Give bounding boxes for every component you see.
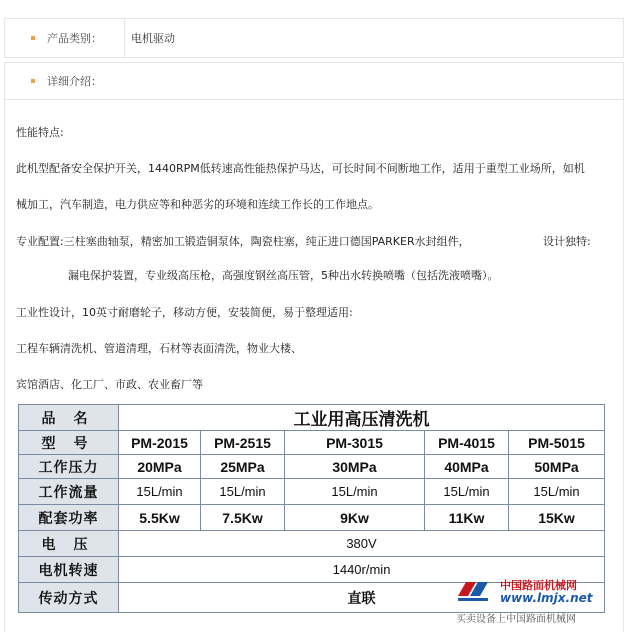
flow-cell: 15L/min — [119, 479, 201, 505]
config-text-line: 专业配置:三柱塞曲轴泵，精密加工锻造铜泵体，陶瓷柱塞，纯正进口德国PARKER水封组件， — [16, 235, 470, 248]
voltage-value: 380V — [119, 531, 605, 557]
config-text-line: 漏电保护装置，专业级高压枪，高强度钢丝高压管，5种出水转换喷嘴（包括洗液喷嘴）。 — [68, 269, 499, 282]
power-cell: 15Kw — [509, 505, 605, 531]
power-cell: 9Kw — [285, 505, 425, 531]
bullet-icon — [31, 36, 35, 40]
watermark-logo-icon — [456, 578, 490, 604]
model-label: 型号 — [19, 431, 119, 455]
motor-speed-value: 1440r/min — [119, 557, 605, 583]
drive-mode-label: 传动方式 — [19, 583, 119, 613]
flow-cell: 15L/min — [285, 479, 425, 505]
pressure-cell: 25MPa — [201, 455, 285, 479]
performance-text-line: 此机型配备安全保护开关，1440RPM低转速高性能热保护马达，可长时间不间断地工作，适用于重型工业场所，如机 — [16, 162, 585, 175]
power-cell: 7.5Kw — [201, 505, 285, 531]
power-label: 配套功率 — [19, 505, 119, 531]
pressure-cell: 30MPa — [285, 455, 425, 479]
model-cell: PM-5015 — [509, 431, 605, 455]
table-row — [19, 479, 605, 505]
table-row — [19, 505, 605, 531]
detail-intro-label: 详细介绍： — [47, 75, 102, 88]
power-cell: 11Kw — [425, 505, 509, 531]
model-cell: PM-4015 — [425, 431, 509, 455]
pressure-cell: 40MPa — [425, 455, 509, 479]
watermark-tagline: 买卖设备上中国路面机械网 — [456, 614, 576, 625]
pressure-cell: 20MPa — [119, 455, 201, 479]
table-row — [19, 531, 605, 557]
flow-cell: 15L/min — [425, 479, 509, 505]
design-label: 设计独特: — [543, 235, 591, 248]
product-category-value: 电机驱动 — [131, 32, 175, 45]
industrial-design-line: 工业性设计，10英寸耐磨轮子，移动方便，安装简便，易于整理适用: — [16, 306, 353, 319]
motor-speed-label: 电机转速 — [19, 557, 119, 583]
flow-label: 工作流量 — [19, 479, 119, 505]
pressure-cell: 50MPa — [509, 455, 605, 479]
product-category-row — [4, 18, 624, 58]
pressure-label: 工作压力 — [19, 455, 119, 479]
voltage-label: 电压 — [19, 531, 119, 557]
product-category-label: 产品类别： — [47, 32, 102, 45]
table-row — [19, 455, 605, 479]
table-row — [19, 431, 605, 455]
watermark-url: www.lmjx.net — [500, 591, 593, 605]
drive-mode-value: 直联 — [119, 583, 605, 613]
site-watermark — [456, 576, 622, 626]
divider — [124, 19, 125, 57]
bullet-icon — [31, 79, 35, 83]
flow-cell: 15L/min — [509, 479, 605, 505]
watermark-site-name: 中国路面机械网 — [500, 579, 577, 592]
flow-cell: 15L/min — [201, 479, 285, 505]
model-cell: PM-2015 — [119, 431, 201, 455]
product-name: 工业用高压清洗机 — [119, 405, 605, 431]
table-row — [19, 405, 605, 431]
applications-line: 工程车辆清洗机、管道清理，石材等表面清洗，物业大楼、 — [16, 342, 302, 355]
model-cell: PM-2515 — [201, 431, 285, 455]
model-cell: PM-3015 — [285, 431, 425, 455]
name-label: 品名 — [19, 405, 119, 431]
applications-line: 宾馆酒店、化工厂、市政、农业畜厂等 — [16, 378, 203, 391]
detail-intro-row — [4, 62, 624, 100]
performance-heading: 性能特点: — [16, 126, 64, 139]
power-cell: 5.5Kw — [119, 505, 201, 531]
performance-text-line: 械加工，汽车制造，电力供应等和种恶劣的环境和连续工作长的工作地点。 — [16, 198, 379, 211]
